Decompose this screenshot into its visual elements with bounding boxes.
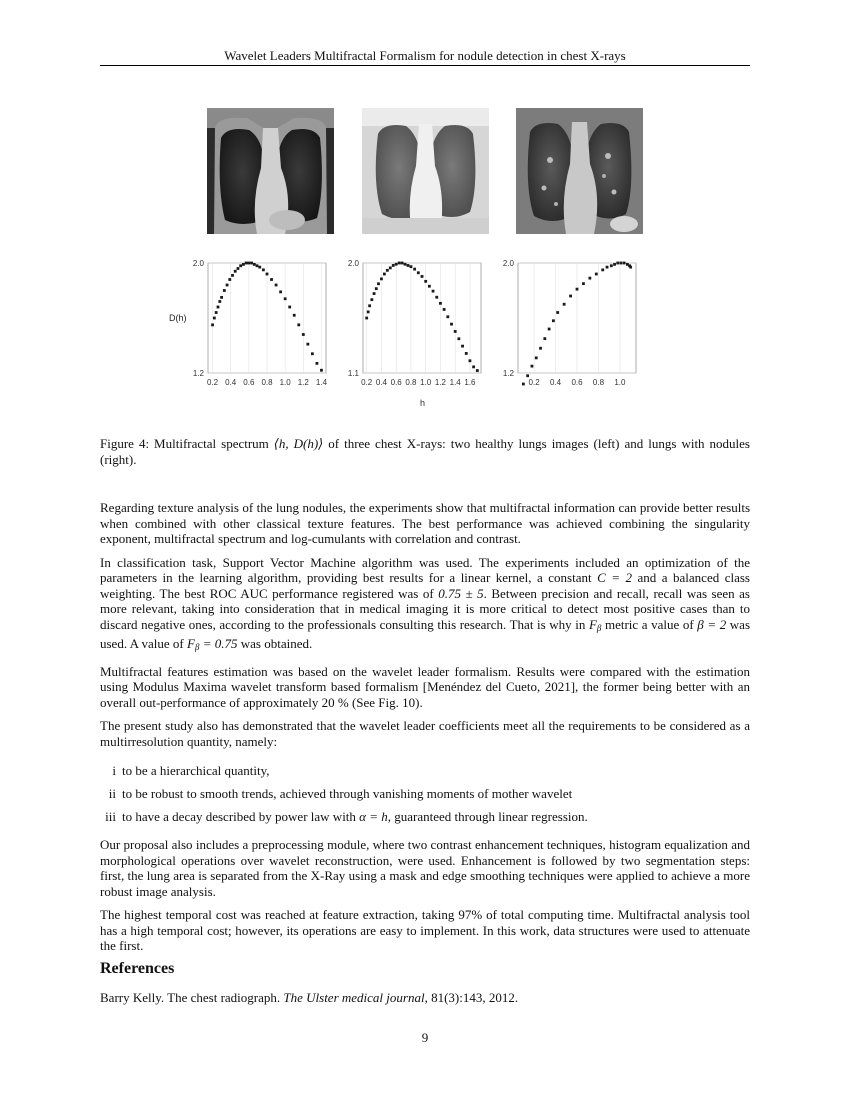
requirements-list (100, 763, 750, 825)
data-point (284, 297, 287, 300)
data-point (435, 296, 438, 299)
data-point (239, 264, 242, 267)
x-tick-label: 0.6 (571, 378, 583, 387)
data-point (472, 365, 475, 368)
data-point (454, 330, 457, 333)
data-point (256, 264, 259, 267)
x-tick-label: 1.4 (449, 378, 461, 387)
references-heading: References (100, 960, 175, 977)
data-point (417, 271, 420, 274)
chest-xray-nodules (516, 108, 643, 234)
data-point (610, 264, 613, 267)
x-tick-label: 0.2 (361, 378, 373, 387)
data-point (461, 345, 464, 348)
svg-text:h: h (420, 398, 426, 408)
y-tick-label: 1.2 (502, 369, 514, 378)
data-point (375, 287, 378, 290)
data-point (556, 311, 559, 314)
data-point (531, 365, 534, 368)
data-point (552, 319, 555, 322)
data-point (228, 278, 231, 281)
data-point (367, 310, 370, 313)
x-tick-label: 1.2 (434, 378, 446, 387)
data-point (616, 262, 619, 265)
spectrum-plot-left (190, 255, 340, 395)
data-point (311, 352, 314, 355)
paragraph-texture: Regarding texture analysis of the lung nodules, the experiments show that multifractal information can provide better results when combined with other classical texture features. The best performance was achieved combining the singularity exponent, multifractal spectrum and log-cumulants with correlation and contrast. (100, 500, 750, 546)
spectrum-plot-right (500, 255, 650, 395)
data-point (569, 295, 572, 298)
data-point (407, 264, 410, 267)
data-point (548, 328, 551, 331)
data-point (373, 292, 376, 295)
data-point (262, 268, 265, 271)
figure-caption: Figure 4: Multifractal spectrum ⟨h, D(h)⟩ of three chest X-rays: two healthy lungs images (left) and lungs with nodules (right). (100, 436, 750, 467)
data-point (302, 333, 305, 336)
data-point (535, 356, 538, 359)
data-point (237, 267, 240, 270)
data-point (213, 317, 216, 320)
x-tick-label: 0.4 (225, 378, 237, 387)
data-point (398, 262, 401, 265)
x-tick-label: 0.6 (243, 378, 255, 387)
data-point (231, 274, 234, 277)
data-point (526, 374, 529, 377)
data-point (258, 266, 261, 269)
chest-xray-healthy-2 (362, 108, 489, 234)
data-point (386, 269, 389, 272)
data-point (629, 266, 632, 269)
data-point (450, 323, 453, 326)
data-point (247, 262, 250, 265)
data-point (380, 277, 383, 280)
header-rule (100, 65, 750, 66)
list-item: ii to be robust to smooth trends, achieved through vanishing moments of mother wavelet (108, 786, 573, 801)
x-tick-label: 0.4 (375, 378, 387, 387)
data-point (270, 278, 273, 281)
x-tick-label: 0.8 (405, 378, 417, 387)
data-point (218, 300, 221, 303)
x-tick-label: 0.8 (261, 378, 273, 387)
data-point (215, 311, 218, 314)
x-tick-label: 0.4 (549, 378, 562, 387)
data-point (465, 352, 468, 355)
y-tick-label: 2.0 (502, 259, 514, 268)
data-point (320, 369, 323, 372)
data-point (279, 290, 282, 293)
y-tick-label: 2.0 (347, 259, 359, 268)
data-point (522, 383, 525, 386)
data-point (245, 262, 248, 265)
body-text (100, 500, 750, 962)
data-point (446, 315, 449, 318)
data-point (576, 288, 579, 291)
data-point (383, 273, 386, 276)
spectrum-plot-middle (345, 255, 495, 395)
data-point (242, 263, 245, 266)
data-point (250, 262, 253, 265)
data-point (428, 285, 431, 288)
x-tick-label: 1.2 (297, 378, 309, 387)
paragraph-estimation: Multifractal features estimation was based on the wavelet leader formalism. Results were compared with the estimation using Modulus Maxima wavelet transform based formalism [Menéndez del Cueto, 2021], the former being better with an overall out-performance of approximately 20 % (See Fig. 10). (100, 663, 750, 710)
data-point (421, 275, 424, 278)
data-point (392, 264, 395, 267)
data-point (266, 273, 269, 276)
data-point (601, 268, 604, 271)
data-point (404, 263, 407, 266)
paragraph-preprocessing: Our proposal also includes a preprocessing module, where two contrast enhancement techniques, histogram equalization and morphological operations over wavelet reconstruction, were used. Enhancement is followed by two segmentation steps: first, the lung area is separated from the X-Ray using a mask and edge smoothing techniques were applied to achieve a more robust image analysis. (100, 837, 750, 899)
data-point (365, 317, 368, 320)
x-tick-label: 1.0 (614, 378, 626, 387)
y-tick-label: 1.2 (192, 369, 204, 378)
data-point (297, 323, 300, 326)
data-point (410, 265, 413, 268)
x-tick-label: 1.0 (279, 378, 291, 387)
data-point (620, 262, 623, 265)
figure-xlabel (416, 396, 432, 410)
data-point (424, 280, 427, 283)
paragraph-classification: In classification task, Support Vector Machine algorithm was used. The experiments included an optimization of the parameters in the learning algorithm, providing best results for a linear kernel, a constant C = 2 and a balanced class weighting. The best ROC AUC performance registered was of 0.75 ± 5. Between precision and recall, recall was seen as more relevant, taking into consideration that in medical imaging it is more critical to detect most positive cases than to discard negative ones, according to the professionals consulting this research. That is why in $F_\beta$ metric a value of β = 2 was used. A value of $F_\beta = 0.75$ was obtained. (100, 554, 751, 652)
data-point (234, 270, 237, 273)
data-point (582, 282, 585, 285)
data-point (368, 304, 371, 307)
svg-text:D(h): D(h) (169, 313, 187, 323)
data-point (306, 343, 309, 346)
x-tick-label: 1.4 (315, 378, 328, 387)
data-point (288, 306, 291, 309)
data-point (217, 306, 220, 309)
data-point (613, 263, 616, 266)
data-point (457, 337, 460, 340)
x-tick-label: 1.6 (464, 378, 476, 387)
x-tick-label: 0.2 (528, 378, 540, 387)
data-point (220, 296, 223, 299)
x-tick-label: 1.0 (420, 378, 432, 387)
data-point (401, 262, 404, 265)
data-point (443, 308, 446, 311)
x-tick-label: 0.6 (390, 378, 402, 387)
x-tick-label: 0.2 (206, 378, 219, 387)
data-point (563, 303, 566, 306)
paragraph-temporal-cost: The highest temporal cost was reached at feature extraction, taking 97% of total computing time. Multifractal analysis tool has a high temporal cost; however, its operations are easy to implement. In this work, data structures were used to attenuate the first. (100, 907, 750, 953)
data-point (543, 337, 546, 340)
data-point (223, 289, 226, 292)
data-point (389, 266, 392, 269)
data-point (606, 266, 609, 269)
paragraph-requirements: The present study also has demonstrated that the wavelet leader coefficients meet all the requirements to be considered as a multirresolution quantity, namely: (100, 718, 750, 749)
data-point (293, 314, 296, 317)
reference-item: Barry Kelly. The chest radiograph. The Ulster medical journal, 81(3):143, 2012. (100, 990, 519, 1005)
running-header: Wavelet Leaders Multifractal Formalism for nodule detection in chest X-rays (224, 48, 626, 63)
data-point (476, 369, 479, 372)
list-item: iii to have a decay described by power law with α = h, guaranteed through linear regression. (105, 809, 588, 824)
y-tick-label: 1.1 (347, 369, 359, 378)
data-point (539, 347, 542, 350)
data-point (253, 263, 256, 266)
data-point (623, 262, 626, 265)
data-point (377, 282, 380, 285)
data-point (226, 284, 229, 287)
x-tick-label: 0.8 (592, 378, 605, 387)
list-item: i to be a hierarchical quantity, (112, 763, 270, 778)
data-point (588, 277, 591, 280)
data-point (413, 268, 416, 271)
data-point (595, 273, 598, 276)
page-number: 9 (421, 1030, 429, 1045)
data-point (469, 359, 472, 362)
data-point (395, 263, 398, 266)
chest-xray-healthy-1 (207, 108, 334, 234)
data-point (439, 302, 442, 305)
data-point (275, 284, 278, 287)
data-point (370, 298, 373, 301)
data-point (211, 323, 214, 326)
y-tick-label: 2.0 (192, 259, 204, 268)
data-point (316, 362, 319, 365)
data-point (432, 290, 435, 293)
